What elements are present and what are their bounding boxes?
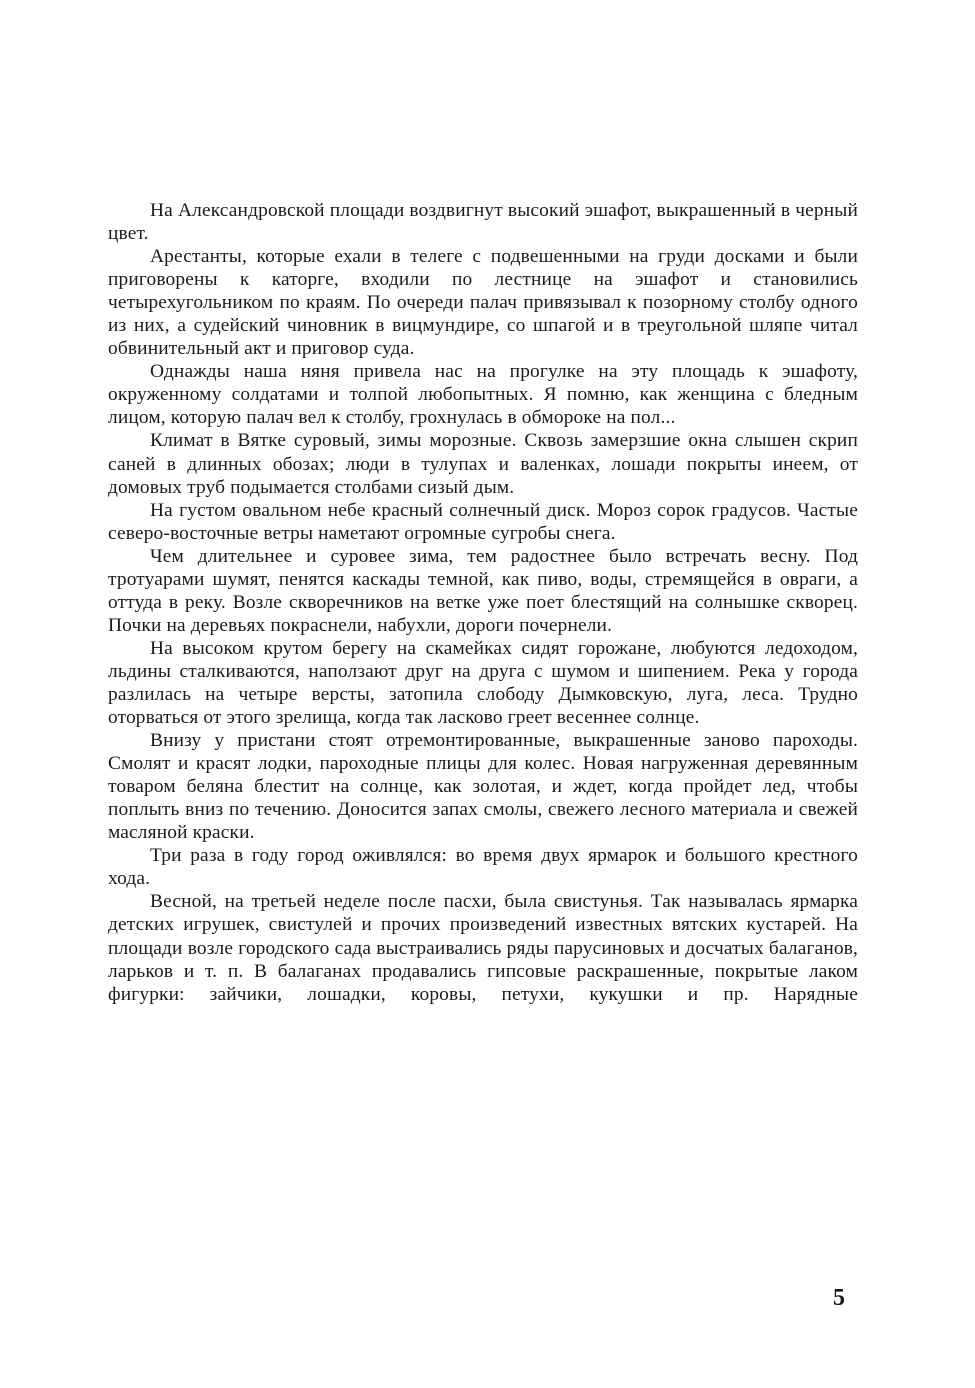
- paragraph-city-events: Три раза в году город оживлялся: во время двух ярмарок и большого крестного хода.: [108, 845, 858, 890]
- paragraph-climate: Климат в Вятке суровый, зимы морозные. Сквозь замерзшие окна слышен скрип саней в длинных обозах; люди в тулупах и валенках, лошади покрыты инеем, от домовых труб подымается столбами сизый дым.: [108, 430, 858, 498]
- paragraph-frost: На густом овальном небе красный солнечный диск. Мороз сорок градусов. Частые северо-восточные ветры наметают огромные сугробы снега.: [108, 499, 858, 544]
- paragraph-ice-drift: На высоком крутом берегу на скамейках сидят горожане, любуются ледоходом, льдины сталкиваются, наползают друг на друга с шумом и шипением. Река у города разлилась на четыре версты, затопила слободу Дымковскую, луга, леса. Трудно оторваться от этого зрелища, когда так ласково греет весеннее солнце.: [108, 637, 858, 729]
- paragraph-steamers: Внизу у пристани стоят отремонтированные, выкрашенные заново пароходы. Смолят и красят лодки, пароходные плицы для колес. Новая нагруженная деревянным товаром беляна блестит на солнце, как золотая, и ждет, когда пройдет лед, чтобы поплыть вниз по течению. Доносится запах смолы, свежего лесного материала и свежей масляной краски.: [108, 730, 858, 844]
- paragraph-scaffold: На Александровской площади воздвигнут высокий эшафот, выкрашенный в черный цвет.: [108, 200, 858, 245]
- paragraph-svistunya: Весной, на третьей неделе после пасхи, была свистунья. Так называлась ярмарка детских игрушек, свистулей и прочих произведений известных вятских кустарей. На площади возле городского сада выстраивались ряды парусиновых и досчатых балаганов, ларьков и т. п. В балаганах продавались гипсовые раскрашенные, покрытые лаком фигурки: зайчики, лошадки, коровы, петухи, кукушки и пр. Нарядные: [108, 891, 858, 1005]
- paragraph-spring: Чем длительнее и суровее зима, тем радостнее было встречать весну. Под тротуарами шумят, пенятся каскады темной, как пиво, воды, стремящейся в овраги, а оттуда в реку. Возле скворечников на ветке уже поет блестящий на солнышке скворец. Почки на деревьях покраснели, набухли, дороги почернели.: [108, 545, 858, 636]
- page-number: 5: [833, 1285, 845, 1311]
- paragraph-prisoners: Арестанты, которые ехали в телеге с подвешенными на груди досками и были приговорены к каторге, входили по лестнице на эшафот и становились четырехугольником по краям. По очереди палач привязывал к позорному столбу одного из них, а судейский чиновник в вицмундире, со шпагой и в треугольной шляпе читал обвинительный акт и приговор суда.: [108, 246, 858, 360]
- body-text: [108, 199, 858, 1006]
- paragraph-nanny-walk: Однажды наша няня привела нас на прогулке на эту площадь к эшафоту, окруженному солдатами и толпой любопытных. Я помню, как женщина с бледным лицом, которую палач вел к столбу, грохнулась в обмороке на пол...: [108, 361, 858, 429]
